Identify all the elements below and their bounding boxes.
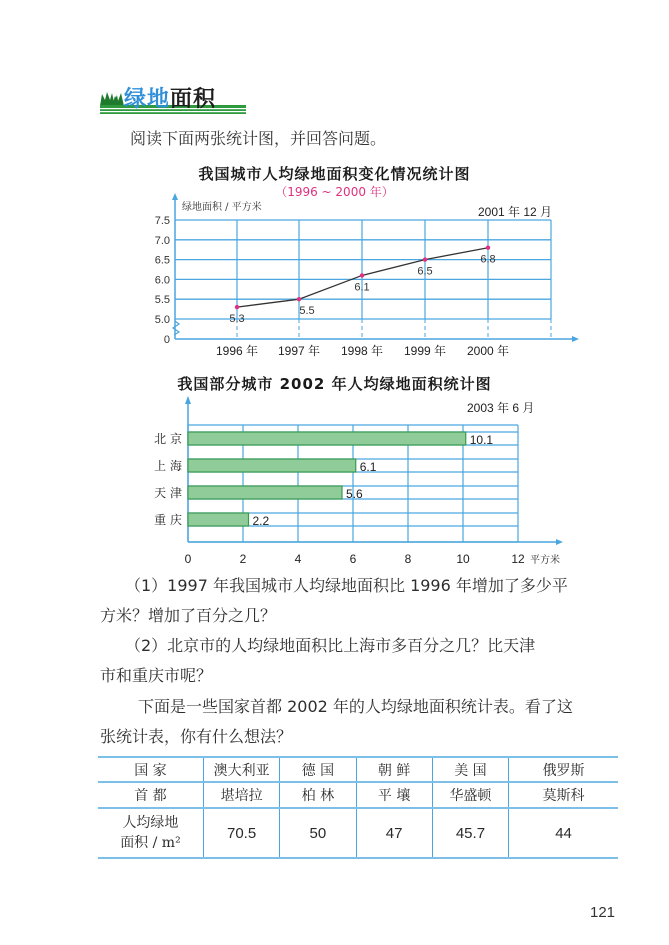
question-1-line1: （1）1997 年我国城市人均绿地面积比 1996 年增加了多少平 bbox=[125, 576, 568, 595]
svg-text:5.5: 5.5 bbox=[154, 294, 170, 307]
page-number: 121 bbox=[590, 904, 616, 921]
svg-text:10.1: 10.1 bbox=[469, 433, 494, 447]
paragraph-3-line1: 下面是一些国家首都 2002 年的人均绿地面积统计表。看了这 bbox=[138, 697, 573, 716]
svg-text:重 庆: 重 庆 bbox=[154, 513, 182, 527]
line-chart-title: 我国城市人均绿地面积变化情况统计图 bbox=[198, 165, 471, 183]
svg-text:10: 10 bbox=[456, 552, 470, 566]
table-cell: 47 bbox=[356, 808, 432, 858]
table-header-country: 国 家 bbox=[134, 762, 167, 779]
svg-text:6.5: 6.5 bbox=[417, 265, 433, 278]
svg-text:6.8: 6.8 bbox=[480, 253, 496, 266]
svg-text:1998 年: 1998 年 bbox=[340, 344, 384, 358]
svg-text:6: 6 bbox=[349, 552, 357, 566]
svg-text:天 津: 天 津 bbox=[154, 486, 182, 500]
table-cell: 澳大利亚 bbox=[203, 757, 279, 782]
table-header-green-area-line1: 人均绿地 bbox=[122, 815, 179, 831]
table-cell: 44 bbox=[509, 808, 618, 858]
svg-text:1999 年: 1999 年 bbox=[403, 344, 447, 358]
bar-chart-source-date: 2003 年 6 月 bbox=[467, 401, 535, 415]
table-header-capital: 首 都 bbox=[134, 788, 167, 804]
paragraph-3 bbox=[100, 692, 620, 752]
table-cell: 柏 林 bbox=[280, 782, 356, 808]
table-cell: 俄罗斯 bbox=[509, 757, 618, 782]
table-header-green-area-line2: 面积 / m² bbox=[120, 835, 181, 851]
table-row-green-area bbox=[98, 808, 618, 858]
table-cell: 莫斯科 bbox=[509, 782, 618, 808]
paragraph-3-line2: 张统计表，你有什么想法？ bbox=[100, 727, 293, 746]
svg-text:7.5: 7.5 bbox=[154, 215, 170, 227]
svg-text:0: 0 bbox=[184, 552, 192, 566]
capital-green-area-table bbox=[98, 756, 618, 859]
question-1 bbox=[100, 571, 620, 631]
question-2-line1: （2）北京市的人均绿地面积比上海市多百分之几？比天津 bbox=[125, 636, 536, 655]
table-header-green-area bbox=[98, 808, 203, 858]
svg-text:0: 0 bbox=[163, 334, 170, 346]
intro-text: 阅读下面两张统计图，并回答问题。 bbox=[130, 129, 387, 148]
svg-text:上 海: 上 海 bbox=[154, 459, 182, 473]
line-chart-source-date: 2001 年 12 月 bbox=[478, 205, 553, 219]
table-row-capital bbox=[98, 782, 618, 808]
table-cell: 45.7 bbox=[432, 808, 508, 858]
svg-text:5.3: 5.3 bbox=[229, 313, 245, 326]
table-cell: 朝 鲜 bbox=[356, 757, 432, 782]
svg-text:5.0: 5.0 bbox=[154, 314, 170, 326]
line-chart-ylabel: 绿地面积 / 平方米 bbox=[182, 202, 262, 213]
table-cell: 美 国 bbox=[432, 757, 508, 782]
svg-text:2: 2 bbox=[239, 552, 247, 566]
svg-text:6.5: 6.5 bbox=[154, 254, 170, 267]
section-title-dark: 面积 bbox=[170, 87, 217, 112]
question-1-line2: 方米？增加了百分之几？ bbox=[100, 606, 277, 625]
svg-text:12: 12 bbox=[511, 552, 525, 566]
line-chart-subtitle: （1996 ~ 2000 年） bbox=[275, 185, 394, 199]
svg-text:6.0: 6.0 bbox=[154, 274, 170, 287]
table-cell: 德 国 bbox=[280, 757, 356, 782]
svg-text:1997 年: 1997 年 bbox=[277, 344, 321, 358]
svg-text:北 京: 北 京 bbox=[154, 432, 182, 446]
svg-text:4: 4 bbox=[294, 552, 302, 566]
question-2-line2: 市和重庆市呢？ bbox=[100, 666, 213, 685]
svg-text:2000 年: 2000 年 bbox=[466, 344, 510, 358]
question-2 bbox=[100, 631, 620, 691]
table-cell: 华盛顿 bbox=[432, 782, 508, 808]
svg-text:2.2: 2.2 bbox=[252, 514, 270, 528]
svg-text:6.1: 6.1 bbox=[354, 281, 370, 294]
table-row-country bbox=[98, 757, 618, 782]
svg-text:6.1: 6.1 bbox=[359, 460, 377, 474]
svg-text:平方米: 平方米 bbox=[530, 555, 560, 566]
table-cell: 50 bbox=[280, 808, 356, 858]
svg-text:5.6: 5.6 bbox=[346, 487, 363, 501]
table-cell: 平 壤 bbox=[356, 782, 432, 808]
bar-chart-title: 我国部分城市 2002 年人均绿地面积统计图 bbox=[177, 375, 492, 393]
svg-text:5.5: 5.5 bbox=[299, 305, 315, 318]
table-cell: 堪培拉 bbox=[203, 782, 279, 808]
svg-text:8: 8 bbox=[404, 552, 412, 566]
table-cell: 70.5 bbox=[203, 808, 279, 858]
section-title-blue: 绿地 bbox=[124, 87, 171, 112]
svg-text:7.0: 7.0 bbox=[154, 234, 170, 247]
svg-text:1996 年: 1996 年 bbox=[215, 344, 259, 358]
